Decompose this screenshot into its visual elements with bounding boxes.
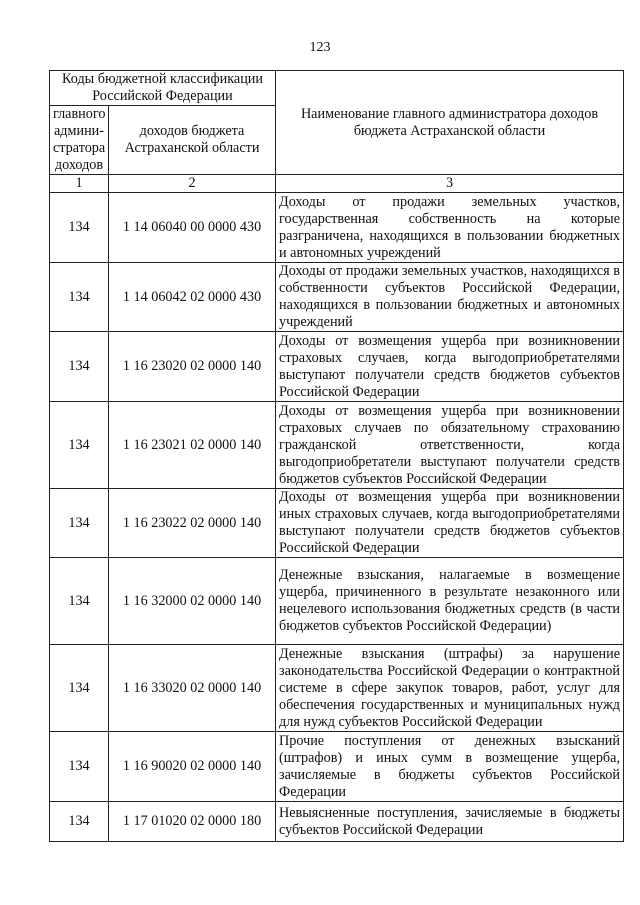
- revenue-name: Доходы от продажи земельных участков, государственная собственность на которые разграничена, находящихся в пользовании бюджетных и автономных учреждений: [276, 193, 624, 263]
- column-number-2: 2: [109, 175, 276, 193]
- header-col3: Наименование главного администратора доходов бюджета Астраханской области: [276, 71, 624, 175]
- budget-code: 1 16 90020 02 0000 140: [109, 732, 276, 802]
- table-row: [50, 558, 624, 645]
- admin-code: 134: [50, 193, 109, 263]
- revenue-name: Денежные взыскания (штрафы) за нарушение законодательства Российской Федерации о контрактной системе в сфере закупок товаров, работ, услуг для обеспечения государственных и муниципальных нужд для нужд субъектов Российской Федерации: [276, 645, 624, 732]
- table-row: [50, 802, 624, 842]
- header-group-title: Коды бюджетной классификации Российской Федерации: [50, 71, 276, 106]
- revenue-name: Прочие поступления от денежных взысканий (штрафов) и иных сумм в возмещение ущерба, зачисляемые в бюджеты субъектов Российской Федерации: [276, 732, 624, 802]
- admin-code: 134: [50, 645, 109, 732]
- header-col2: доходов бюджета Астраханской области: [109, 106, 276, 175]
- revenue-name: Невыясненные поступления, зачисляемые в бюджеты субъектов Российской Федерации: [276, 802, 624, 842]
- budget-code: 1 16 23021 02 0000 140: [109, 402, 276, 489]
- budget-code: 1 16 33020 02 0000 140: [109, 645, 276, 732]
- column-numbers-row: [50, 175, 624, 193]
- admin-code: 134: [50, 332, 109, 402]
- admin-code: 134: [50, 802, 109, 842]
- budget-code: 1 16 23022 02 0000 140: [109, 489, 276, 558]
- budget-code: 1 14 06040 00 0000 430: [109, 193, 276, 263]
- admin-code: 134: [50, 402, 109, 489]
- header-col1: главного админи-стратора доходов: [50, 106, 109, 175]
- revenue-name: Доходы от продажи земельных участков, находящихся в собственности субъектов Российской Федерации, находящихся в пользовании бюджетных и автономных учреждений: [276, 263, 624, 332]
- revenue-name: Доходы от возмещения ущерба при возникновении страховых случаев по обязательному страхованию гражданской ответственности, когда выгодоприобретатели выступают получатели средств бюджетов субъектов Российской Федерации: [276, 402, 624, 489]
- admin-code: 134: [50, 732, 109, 802]
- table-row: [50, 645, 624, 732]
- budget-code: 1 16 32000 02 0000 140: [109, 558, 276, 645]
- budget-code: 1 14 06042 02 0000 430: [109, 263, 276, 332]
- table-row: [50, 332, 624, 402]
- page-number: 123: [309, 40, 331, 55]
- admin-code: 134: [50, 558, 109, 645]
- table-row: [50, 263, 624, 332]
- revenue-name: Доходы от возмещения ущерба при возникновении страховых случаев, когда выгодоприобретателями выступают получатели средств бюджетов субъектов Российской Федерации: [276, 332, 624, 402]
- admin-code: 134: [50, 263, 109, 332]
- admin-code: 134: [50, 489, 109, 558]
- revenue-name: Денежные взыскания, налагаемые в возмещение ущерба, причиненного в результате незаконного или нецелевого использования бюджетных средств (в части бюджетов субъектов Российской Федерации): [276, 558, 624, 645]
- column-number-1: 1: [50, 175, 109, 193]
- table-row: [50, 732, 624, 802]
- table-row: [50, 193, 624, 263]
- table-body: [50, 193, 624, 842]
- budget-code-table: [49, 70, 624, 842]
- revenue-name: Доходы от возмещения ущерба при возникновении иных страховых случаев, когда выгодоприобретателями выступают получатели средств бюджетов субъектов Российской Федерации: [276, 489, 624, 558]
- budget-code: 1 17 01020 02 0000 180: [109, 802, 276, 842]
- table-header: [50, 71, 624, 193]
- budget-code: 1 16 23020 02 0000 140: [109, 332, 276, 402]
- table-row: [50, 489, 624, 558]
- table-row: [50, 402, 624, 489]
- column-number-3: 3: [276, 175, 624, 193]
